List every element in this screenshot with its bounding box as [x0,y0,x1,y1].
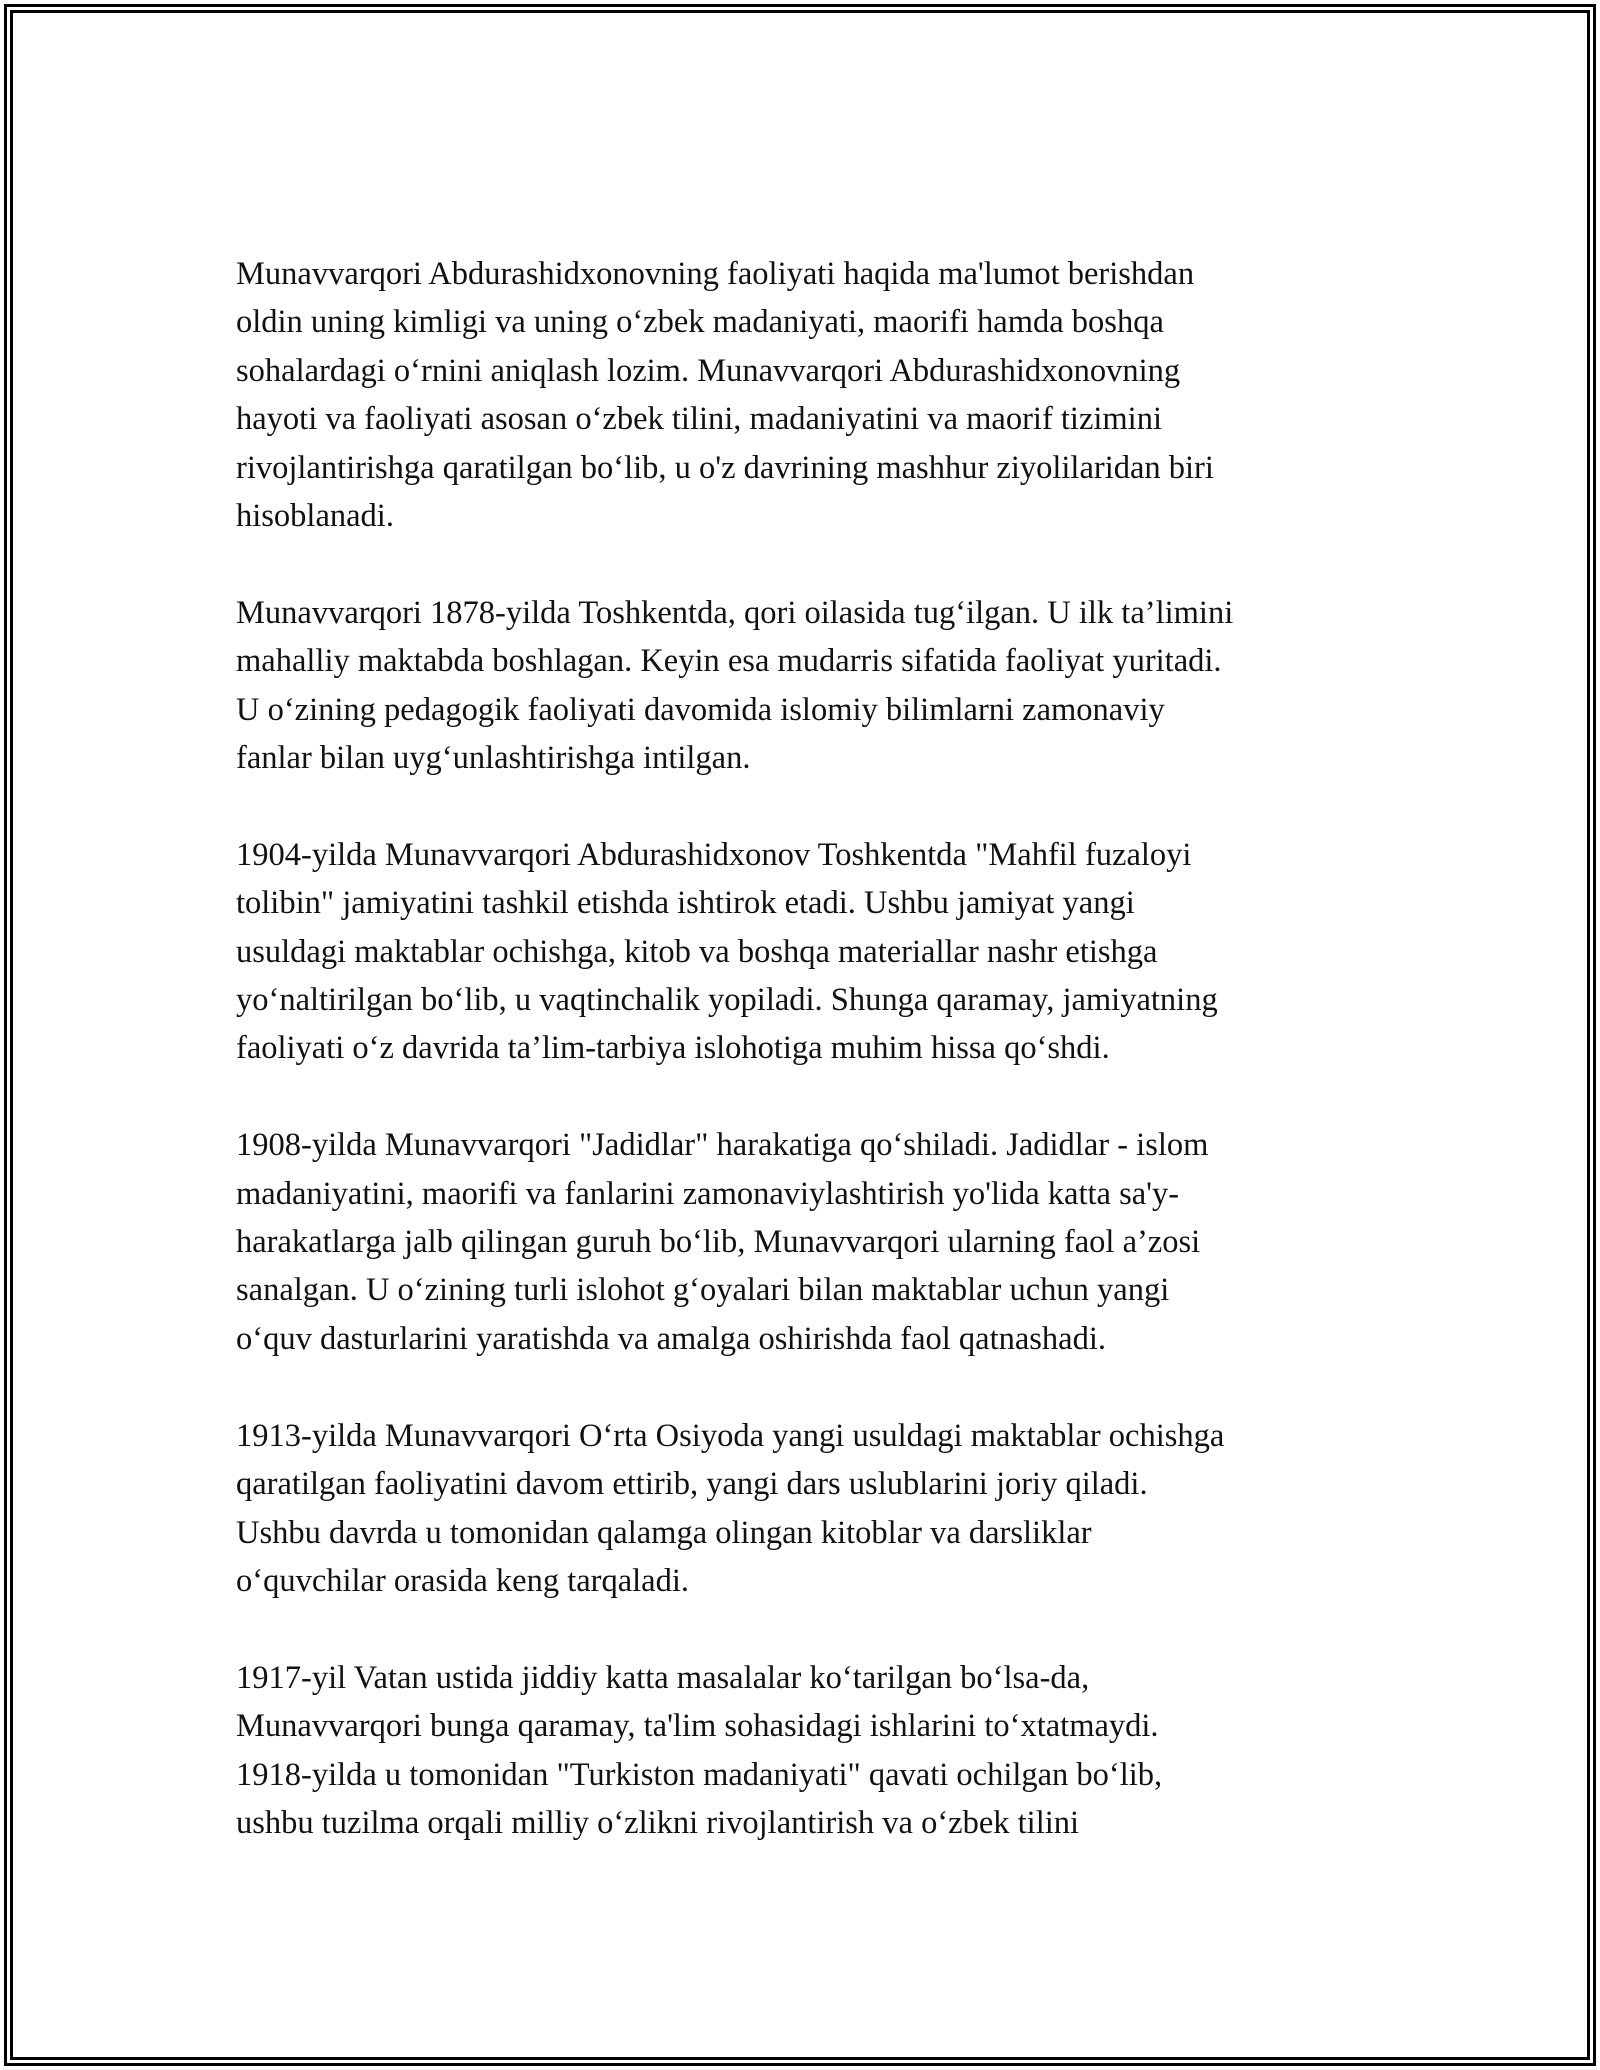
document-body [236,250,1376,1847]
paragraph-1: Munavvarqori Abdurashidxonovning faoliyati haqida ma'lumot berishdan oldin uning kimligi va uning o‘zbek madaniyati, maorifi hamda boshqa sohalardagi o‘rnini aniqlash lozim. Munavvarqori Abdurashidxonovning hayoti va faoliyati asosan o‘zbek tilini, madaniyatini va maorif tizimini rivojlantirishga qaratilgan bo‘lib, u o'z davrining mashhur ziyolilaridan biri hisoblanadi. [236,256,1214,535]
paragraph-6: 1917-yil Vatan ustida jiddiy katta masalalar ko‘tarilgan bo‘lsa-da, Munavvarqori bunga qaramay, ta'lim sohasidagi ishlarini to‘xtatmaydi. 1918-yilda u tomonidan "Turkiston madaniyati" qavati ochilgan bo‘lib, ushbu tuzilma orqali milliy o‘zlikni rivojlantirish va o‘zbek tilini [236,1659,1163,1841]
paragraph-3: 1904-yilda Munavvarqori Abdurashidxonov Toshkentda "Mahfil fuzaloyi tolibin" jamiyatini tashkil etishda ishtirok etadi. Ushbu jamiyat yangi usuldagi maktablar ochishga, kitob va boshqa materiallar nashr etishga yo‘naltirilgan bo‘lib, u vaqtinchalik yopiladi. Shunga qaramay, jamiyatning faoliyati o‘z davrida ta’lim-tarbiya islohotiga muhim hissa qo‘shdi. [236,836,1218,1067]
paragraph-4: 1908-yilda Munavvarqori "Jadidlar" harakatiga qo‘shiladi. Jadidlar - islom madaniyatini, maorifi va fanlarini zamonaviylashtirish yo'lida katta sa'y- harakatlarga jalb qilingan guruh bo‘lib, Munavvarqori ularning faol a’zosi sanalgan. U o‘zining turli islohot g‘oyalari bilan maktablar uchun yangi o‘quv dasturlarini yaratishda va amalga oshirishda faol qatnashadi. [236,1127,1209,1357]
paragraph-5: 1913-yilda Munavvarqori O‘rta Osiyoda yangi usuldagi maktablar ochishga qaratilgan faoliyatini davom ettirib, yangi dars uslublarini joriy qiladi. Ushbu davrda u tomonidan qalamga olingan kitoblar va darsliklar o‘quvchilar orasida keng tarqaladi. [236,1417,1225,1599]
paragraph-2: Munavvarqori 1878-yilda Toshkentda, qori oilasida tug‘ilgan. U ilk ta’limini mahalliy maktabda boshlagan. Keyin esa mudarris sifatida faoliyat yuritadi. U o‘zining pedagogik faoliyati davomida islomiy bilimlarni zamonaviy fanlar bilan uyg‘unlashtirishga intilgan. [236,594,1234,777]
